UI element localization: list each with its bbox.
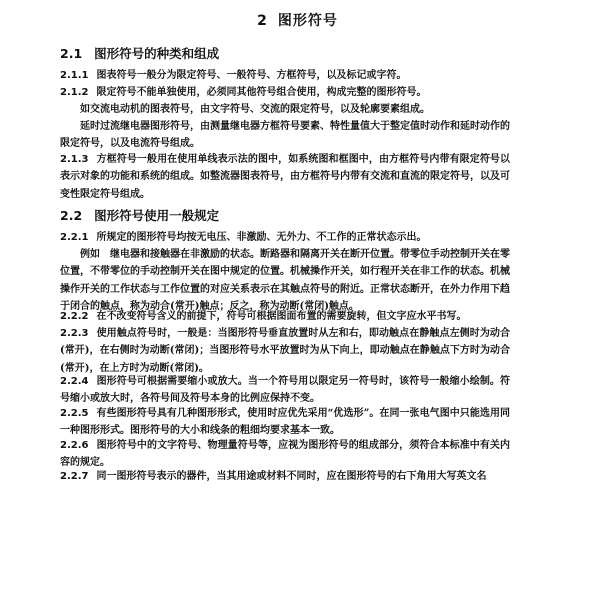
section-number: 2.1 <box>60 46 83 61</box>
clause-text: 图表符号一般分为限定符号、一般符号、方框符号，以及标记或字符。 <box>96 70 407 81</box>
paragraph-2-1-1 <box>60 67 510 84</box>
paragraph-2-1-2 <box>60 84 510 101</box>
paragraph-2-2-1-example <box>60 246 510 315</box>
section-heading-2-1 <box>60 44 219 62</box>
clause-number: 2.2.6 <box>60 440 89 451</box>
chapter-title: 图形符号 <box>277 13 338 29</box>
clause-text: 例如 继电器和接触器在非激励的状态。断路器和隔离开关在断开位置。带零位手动控制开关在零位置，不带零位的手动控制开关在图中规定的位置。机械操作开关，如行程开关在非工作的状态。机械操作开关的工作状态与工作位置的对应关系表示在其触点符号的附近。正常状态断开，在外力作用下趋于闭合的触点，称为动合(常开)触点；反之，称为动断(常闭)触点。 <box>60 249 510 312</box>
clause-text: 如交流电动机的图表符号，由文字符号、交流的限定符号，以及轮廓要素组成。 <box>80 104 430 115</box>
section-number: 2.2 <box>60 208 83 223</box>
section-heading-2-2 <box>60 206 219 224</box>
paragraph-2-2-4 <box>60 373 510 408</box>
section-title: 图形符号的种类和组成 <box>94 46 220 61</box>
paragraph-2-2-6 <box>60 437 510 472</box>
paragraph-2-2-1 <box>60 229 510 246</box>
clause-text: 图形符号可根据需要缩小或放大。当一个符号用以限定另一符号时，该符号一般缩小绘制。符号缩小或放大时，各符号间及符号本身的比例应保持不变。 <box>60 376 510 405</box>
clause-number: 2.2.1 <box>60 232 89 243</box>
section-title: 图形符号使用一般规定 <box>94 208 220 223</box>
clause-number: 2.2.5 <box>60 408 89 419</box>
clause-text: 限定符号不能单独使用，必须同其他符号组合使用，构成完整的图形符号。 <box>96 87 427 98</box>
clause-text: 在不改变符号含义的前提下，符号可根据图面布置的需要旋转，但文字应水平书写。 <box>96 311 467 322</box>
clause-text: 方框符号一般用在使用单线表示法的图中，如系统图和框图中，由方框符号内带有限定符号以表示对象的功能和系统的组成。如整流器图表符号，由方框符号内带有交流和直流的限定符号，以及可变性限定符号组成。 <box>60 154 510 200</box>
clause-number: 2.2.2 <box>60 311 89 322</box>
clause-text: 使用触点符号时，一般是：当图形符号垂直放置时从左和右，即动触点在静触点左侧时为动合(常开)，在右侧时为动断(常闭)；当图形符号水平放置时为从下向上，即动触点在静触点下方时为动合(常开)，在上方时为动断(常闭)。 <box>60 328 510 374</box>
clause-number: 2.1.3 <box>60 154 89 165</box>
clause-number: 2.2.3 <box>60 328 89 339</box>
chapter-heading <box>0 10 595 30</box>
clause-text: 有些图形符号具有几种图形形式，使用时应优先采用“优选形”。在同一张电气图中只能选用同一种图形形式。图形符号的大小和线条的粗细均要求基本一致。 <box>60 408 510 437</box>
clause-text: 图形符号中的文字符号、物理量符号等，应视为图形符号的组成部分，须符合本标准中有关内容的规定。 <box>60 440 510 469</box>
paragraph-2-1-2-example-relay <box>60 118 510 153</box>
clause-text: 同一图形符号表示的器件，当其用途或材料不同时，应在图形符号的右下角用大写英文名 <box>96 471 487 482</box>
paragraph-2-2-7 <box>60 468 510 485</box>
paragraph-2-2-2 <box>60 308 510 325</box>
clause-text: 延时过流继电器图形符号，由测量继电器方框符号要素、特性量值大于整定值时动作和延时动作的限定符号，以及电流符号组成。 <box>60 121 510 150</box>
paragraph-2-2-3 <box>60 325 510 377</box>
clause-number: 2.2.7 <box>60 471 89 482</box>
paragraph-2-1-3 <box>60 151 510 203</box>
paragraph-2-2-5 <box>60 405 510 440</box>
chapter-number: 2 <box>257 13 268 29</box>
paragraph-2-1-2-example-motor <box>60 101 510 118</box>
clause-number: 2.2.4 <box>60 376 89 387</box>
clause-number: 2.1.1 <box>60 70 89 81</box>
clause-number: 2.1.2 <box>60 87 89 98</box>
clause-text: 所规定的图形符号均按无电压、非激励、无外力、不工作的正常状态示出。 <box>96 232 427 243</box>
